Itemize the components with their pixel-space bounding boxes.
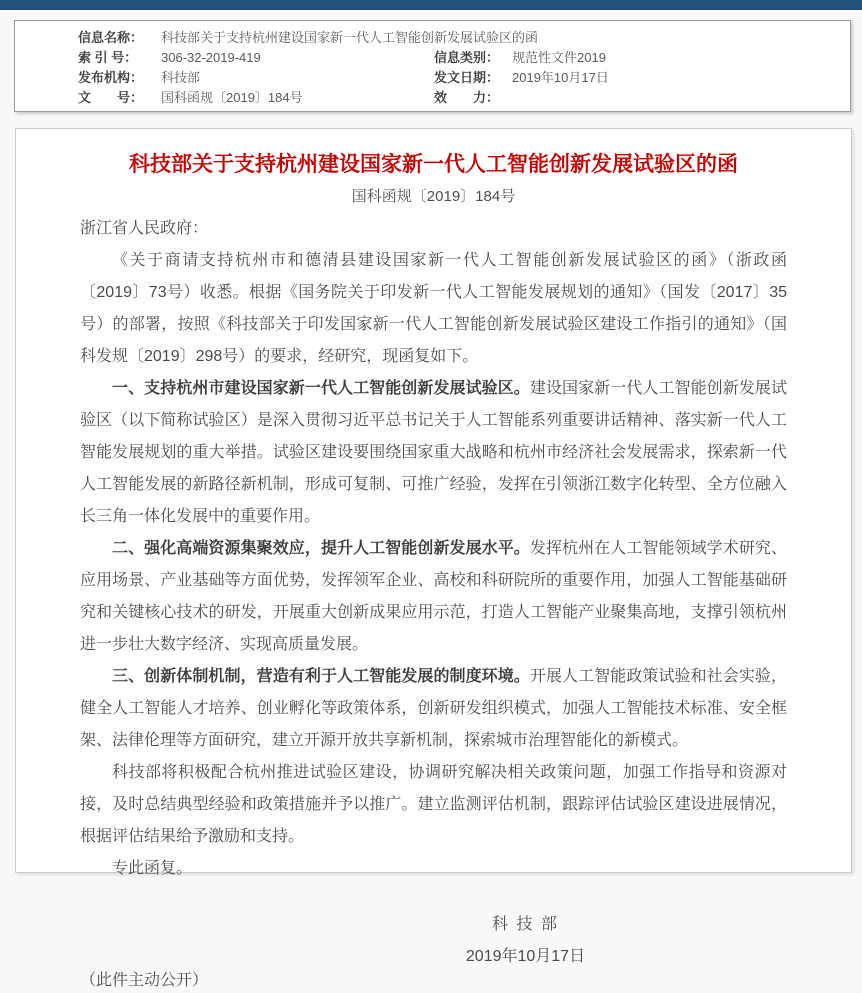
paragraph-support-text: 科技部将积极配合杭州推进试验区建设，协调研究解决相关政策问题，加强工作指导和资源对接，及时总结典型经验和政策措施并予以推广。建立监测评估机制，跟踪评估试验区建设进展情况，根据评估结果给予激励和支持。 (80, 764, 787, 845)
document-body-panel (15, 128, 852, 989)
paragraph-item-1-heading: 一、支持杭州市建设国家新一代人工智能创新发展试验区。 (112, 380, 530, 397)
info-name-value: 科技部关于支持杭州建设国家新一代人工智能创新发展试验区的函 (161, 30, 539, 45)
effect-label: 效 力： (434, 90, 500, 105)
paragraph-intro (80, 245, 787, 373)
document-number-label: 文 号： (78, 90, 144, 105)
document-reference-number: 国科函规〔2019〕184号 (351, 188, 516, 205)
paragraph-item-3-heading: 三、创新体制机制，营造有利于人工智能发展的制度环境。 (112, 668, 530, 685)
index-number-value: 306-32-2019-419 (161, 50, 261, 65)
issuing-agency-value: 科技部 (161, 70, 201, 85)
paragraph-support (80, 757, 787, 853)
signature-block (264, 909, 787, 973)
document-number-value: 国科函规〔2019〕184号 (161, 90, 303, 105)
effect-value (512, 88, 844, 108)
paragraph-item-3 (80, 661, 787, 757)
paragraph-item-1-text: 建设国家新一代人工智能创新发展试验区（以下简称试验区）是深入贯彻习近平总书记关于人工智能系列重要讲话精神、落实新一代人工智能发展规划的重大举措。试验区建设要围绕国家重大战略和杭州市经济社会发展需求，探索新一代人工智能发展的新路径新机制，形成可复制、可推广经验，发挥在引领浙江数字化转型、全方位融入长三角一体化发展中的重要作用。 (80, 380, 787, 525)
issue-date-value: 2019年10月17日 (512, 70, 609, 85)
info-name-label: 信息名称： (78, 30, 144, 45)
paragraph-intro-text: 《关于商请支持杭州市和德清县建设国家新一代人工智能创新发展试验区的函》（浙政函〔2019〕73号）收悉。根据《国务院关于印发新一代人工智能发展规划的通知》（国发〔2017〕35号）的部署，按照《科技部关于印发国家新一代人工智能创新发展试验区建设工作指引的通知》（国科发规〔2019〕298号）的要求，经研究，现函复如下。 (80, 252, 787, 365)
signature-date: 2019年10月17日 (465, 948, 586, 965)
info-category-label: 信息类别： (434, 50, 500, 65)
issuing-agency-label: 发布机构： (78, 70, 144, 85)
paragraph-item-3-text: 开展人工智能政策试验和社会实验，健全人工智能人才培养、创业孵化等政策体系，创新研发组织模式，加强人工智能技术标准、安全框架、法律伦理等方面研究，建立开源开放共享新机制，探索城市治理智能化的新模式。 (80, 668, 787, 749)
paragraph-item-1 (80, 373, 787, 533)
top-navigation-bar (0, 0, 862, 10)
paragraph-item-2 (80, 533, 787, 661)
issue-date-label: 发文日期： (434, 70, 500, 85)
paragraph-closing: 专此函复。 (112, 860, 193, 877)
document-info-grid (15, 21, 850, 108)
info-category-value: 规范性文件2019 (512, 50, 606, 65)
paragraph-item-2-text: 发挥杭州在人工智能领域学术研究、应用场景、产业基础等方面优势，发挥领军企业、高校和科研院所的重要作用，加强人工智能基础研究和关键核心技术的研发，开展重大创新成果应用示范，打造人工智能产业聚集高地，支撑引领杭州进一步壮大数字经济、实现高质量发展。 (80, 540, 787, 653)
salutation: 浙江省人民政府： (80, 220, 209, 237)
paragraph-item-2-heading: 二、强化高端资源集聚效应，提升人工智能创新发展水平。 (112, 540, 530, 557)
disclosure-note: （此件主动公开） (80, 972, 209, 989)
document-title: 科技部关于支持杭州建设国家新一代人工智能创新发展试验区的函 (129, 153, 738, 176)
index-number-label: 索 引 号： (78, 50, 138, 65)
document-info-panel (14, 20, 851, 112)
signature-organization: 科 技 部 (492, 916, 559, 933)
